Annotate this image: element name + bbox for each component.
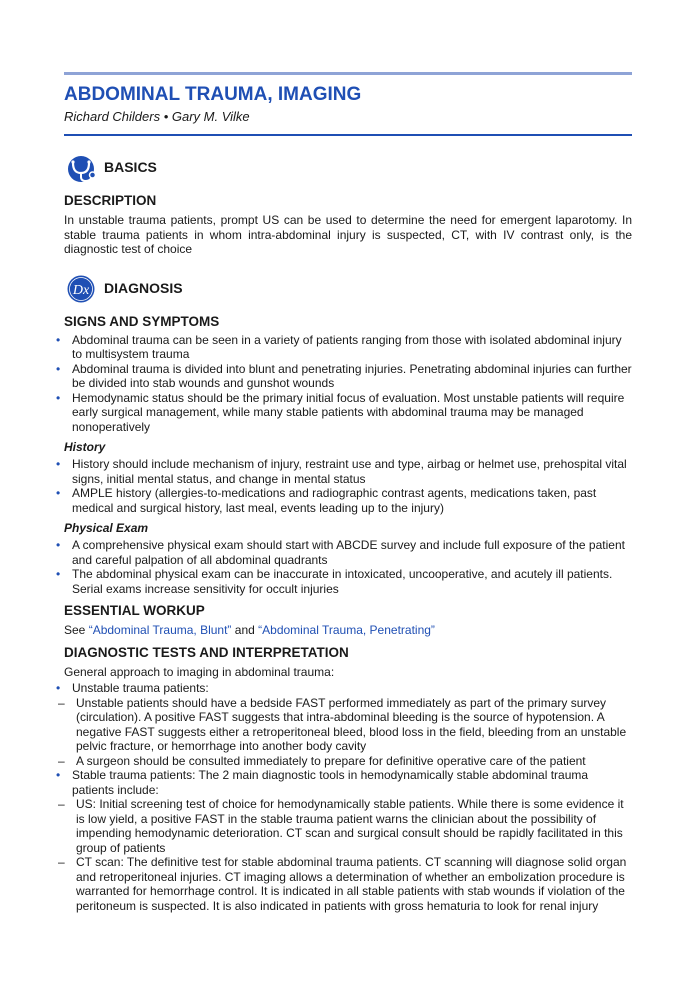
workup-see: See xyxy=(64,623,86,637)
stable-label: • Stable trauma patients: The 2 main diagnostic tools in hemodynamically stable abdominal trauma patients include: xyxy=(64,768,632,797)
dx-icon xyxy=(64,270,100,306)
workup-text xyxy=(64,623,632,638)
exam-heading: Physical Exam xyxy=(64,521,149,535)
description-heading: DESCRIPTION xyxy=(64,193,157,208)
link-abdominal-trauma-blunt[interactable]: “Abdominal Trauma, Blunt” xyxy=(88,623,232,637)
dx-icon-text: Dx xyxy=(72,282,90,298)
history-heading: History xyxy=(64,440,106,454)
diagnosis-section-header xyxy=(64,269,632,307)
history-item: • AMPLE history (allergies-to-medications and radiographic contrast agents, medications taken, past medical and surgical history, last meal, events leading up to the injury) xyxy=(64,486,632,515)
tests-heading: DIAGNOSTIC TESTS AND INTERPRETATION xyxy=(64,644,349,660)
signs-list xyxy=(64,333,632,435)
title-rule xyxy=(64,134,632,136)
dash-marker: – xyxy=(58,797,65,811)
exam-list xyxy=(64,538,632,596)
workup-heading: ESSENTIAL WORKUP xyxy=(64,603,205,618)
page xyxy=(58,72,632,913)
signs-item: • Abdominal trauma is divided into blunt and penetrating injuries. Penetrating abdominal injuries can further be divided into stab wounds and gunshot wounds xyxy=(64,362,632,391)
diagnosis-label: DIAGNOSIS xyxy=(104,279,183,296)
signs-heading: SIGNS AND SYMPTOMS xyxy=(64,313,220,329)
history-item: • History should include mechanism of injury, restraint use and type, airbag or helmet use, prehospital vital signs, initial mental status, and change in mental status xyxy=(64,457,632,486)
history-list xyxy=(64,457,632,515)
dash-marker: – xyxy=(58,753,65,768)
basics-section-header xyxy=(64,148,632,186)
unstable-item xyxy=(58,753,632,769)
signs-item: • Abdominal trauma can be seen in a variety of patients ranging from those with isolated abdominal injury to multisystem trauma xyxy=(64,333,632,362)
page-title: ABDOMINAL TRAUMA, IMAGING xyxy=(64,84,362,105)
exam-item: • A comprehensive physical exam should start with ABCDE survey and include full exposure of the patient and careful palpation of all abdominal quadrants xyxy=(64,538,632,567)
tests-list xyxy=(58,681,632,913)
stethoscope-icon xyxy=(64,149,100,185)
workup-and: and xyxy=(234,623,255,637)
unstable-item-text: Unstable patients should have a bedside FAST performed immediately as part of the primary survey (circulation). A positive FAST suggests that intra-abdominal bleeding is the source of hypotension. A negative FAST suggests either a retroperitoneal bleed, blood loss in the field, bleeding from an unstable pelvic fracture, or hemorrhage into another body cavity xyxy=(76,695,627,753)
top-rule xyxy=(64,72,632,75)
authors: Richard Childers • Gary M. Vilke xyxy=(64,109,250,124)
unstable-label: • Unstable trauma patients: xyxy=(64,681,632,696)
basics-label: BASICS xyxy=(104,159,157,175)
stable-item xyxy=(58,797,632,855)
signs-item: • Hemodynamic status should be the primary initial focus of evaluation. Most unstable patients will require early surgical management, while many stable patients with abdominal trauma may be managed nonoperatively xyxy=(64,391,632,435)
link-abdominal-trauma-penetrating[interactable]: “Abdominal Trauma, Penetrating” xyxy=(258,623,435,637)
dash-marker: – xyxy=(58,695,65,710)
exam-item: • The abdominal physical exam can be inaccurate in intoxicated, uncooperative, and acutely ill patients. Serial exams increase sensitivity for occult injuries xyxy=(64,567,632,596)
unstable-item-text: A surgeon should be consulted immediately to prepare for definitive operative care of the patient xyxy=(76,753,586,768)
stable-item-text: CT scan: The definitive test for stable abdominal trauma patients. CT scanning will diagnose solid organ and retroperitoneal injuries. CT imaging allows a determination of whether an embolization procedure is warranted for hemorrhage control. It is indicated in all stable patients with stab wounds if violation of the peritoneum is suspected. It is also indicated in patients with gross hematuria to look for renal injury xyxy=(76,855,627,913)
stable-item-text: US: Initial screening test of choice for hemodynamically stable patients. While there is some evidence it is low yield, a positive FAST in the stable trauma patient warns the clinician about the possibility of impending hemodynamic deterioration. CT scan and surgical consult should be rapidly facilitated in this group of patients xyxy=(76,797,624,855)
unstable-item xyxy=(58,695,632,754)
description-text: In unstable trauma patients, prompt US can be used to determine the need for emergent laparotomy. In stable trauma patients in whom intra-abdominal injury is suspected, CT, with IV contrast only, is the diagnostic test of choice xyxy=(64,213,632,256)
dash-marker: – xyxy=(58,855,65,869)
stable-item xyxy=(58,855,632,913)
tests-intro: General approach to imaging in abdominal trauma: xyxy=(64,664,335,679)
